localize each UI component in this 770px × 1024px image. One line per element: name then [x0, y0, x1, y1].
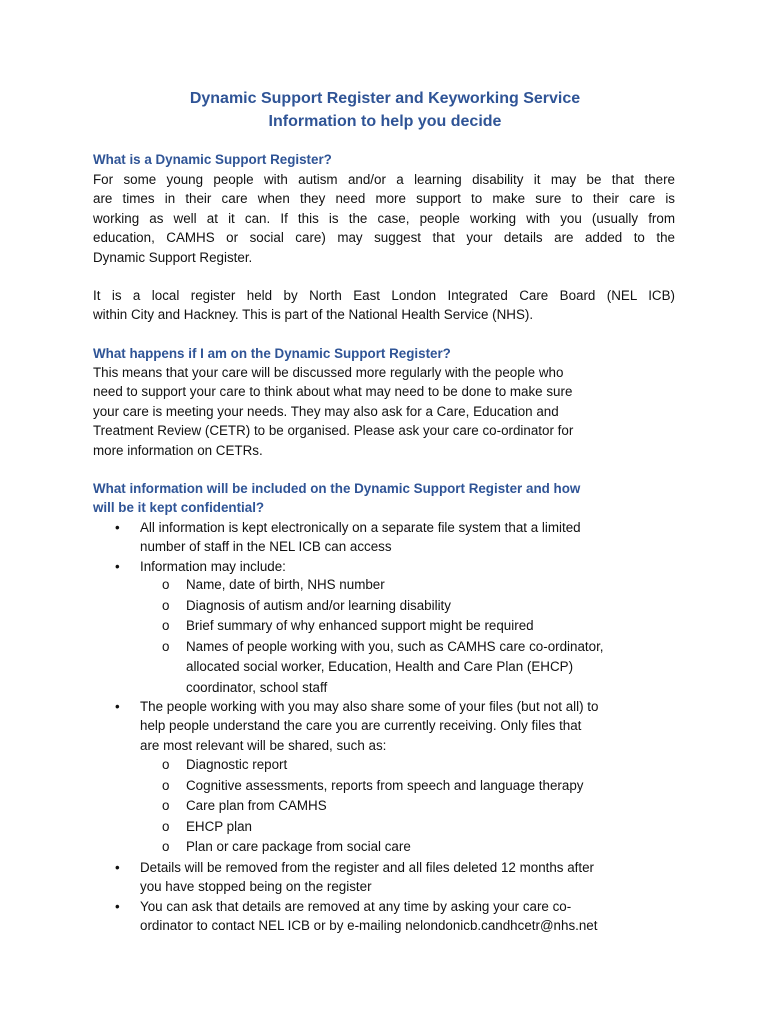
bullet-icon: •: [115, 520, 120, 535]
text-line: need to support your care to think about what may need to be done to make sure: [93, 384, 573, 400]
sub-bullet-icon: o: [162, 757, 170, 772]
sub-bullet-icon: o: [162, 618, 170, 633]
sub-bullet-icon: o: [162, 598, 170, 613]
sub-list-item: Name, date of birth, NHS number: [186, 577, 385, 592]
section-heading-what-is: What is a Dynamic Support Register?: [93, 152, 332, 167]
text-line: allocated social worker, Education, Health and Care Plan (EHCP): [186, 659, 574, 675]
sub-list-item: Cognitive assessments, reports from speech and language therapy: [186, 778, 584, 793]
sub-bullet-icon: o: [162, 577, 170, 592]
text-line: All information is kept electronically on a separate file system that a limited: [140, 520, 581, 535]
document-subtitle: Information to help you decide: [268, 113, 502, 130]
list-item: [140, 518, 680, 557]
sub-list-item: Diagnosis of autism and/or learning disability: [186, 598, 451, 613]
sub-bullet-icon: o: [162, 639, 170, 654]
sub-bullet-icon: o: [162, 798, 170, 813]
document-title: Dynamic Support Register and Keyworking Service: [189, 90, 581, 107]
sub-bullet-icon: o: [162, 819, 170, 834]
text-line: are times in their care when they need more support to make sure to their care is: [93, 191, 675, 207]
sub-list-item: [186, 637, 686, 698]
list-item: Information may include:: [140, 559, 286, 574]
paragraph-what-happens: [93, 363, 675, 460]
text-line: more information on CETRs.: [93, 442, 263, 458]
text-line: number of staff in the NEL ICB can access: [140, 539, 392, 555]
text-line: It is a local register held by North East London Integrated Care Board (NEL ICB): [93, 288, 675, 303]
section-heading-information-included: [93, 479, 683, 518]
text-line: are most relevant will be shared, such as:: [140, 737, 387, 753]
text-line: within City and Hackney. This is part of the National Health Service (NHS).: [93, 307, 534, 323]
sub-list-item: Plan or care package from social care: [186, 839, 411, 854]
sub-list-item: Diagnostic report: [186, 757, 288, 772]
bullet-icon: •: [115, 699, 120, 714]
list-item: [140, 897, 680, 936]
bullet-icon: •: [115, 899, 120, 914]
sub-bullet-icon: o: [162, 839, 170, 854]
heading-line: What information will be included on the Dynamic Support Register and how: [93, 481, 581, 496]
sub-list-item: Care plan from CAMHS: [186, 798, 327, 813]
bullet-icon: •: [115, 860, 120, 875]
text-line: Dynamic Support Register.: [93, 249, 253, 265]
text-line: You can ask that details are removed at any time by asking your care co-: [140, 899, 572, 914]
text-line: Details will be removed from the register and all files deleted 12 months after: [140, 860, 595, 875]
text-line: coordinator, school staff: [186, 679, 328, 695]
paragraph-intro: [93, 170, 675, 267]
text-line: For some young people with autism and/or a learning disability it may be that there: [93, 172, 675, 187]
text-line: Names of people working with you, such as CAMHS care co-ordinator,: [186, 639, 604, 654]
bullet-icon: •: [115, 559, 120, 574]
paragraph-local-register: [93, 286, 675, 325]
email-text-line: ordinator to contact NEL ICB or by e-mailing nelondonicb.candhcetr@nhs.net: [140, 918, 598, 934]
section-heading-what-happens: What happens if I am on the Dynamic Support Register?: [93, 346, 451, 361]
text-line: Treatment Review (CETR) to be organised. Please ask your care co-ordinator for: [93, 423, 574, 439]
list-item: [140, 858, 680, 897]
text-line: This means that your care will be discussed more regularly with the people who: [93, 365, 564, 380]
text-line: you have stopped being on the register: [140, 879, 372, 895]
text-line: working as well at it can. If this is the case, people working with you (usually from: [93, 210, 675, 226]
text-line: help people understand the care you are currently receiving. Only files that: [140, 718, 582, 734]
text-line: education, CAMHS or social care) may suggest that your details are added to the: [93, 230, 675, 246]
sub-list-item: EHCP plan: [186, 819, 252, 834]
text-line: your care is meeting your needs. They may also ask for a Care, Education and: [93, 403, 559, 419]
heading-line: will be it kept confidential?: [93, 500, 265, 516]
sub-bullet-icon: o: [162, 778, 170, 793]
list-item: [140, 697, 680, 755]
text-line: The people working with you may also share some of your files (but not all) to: [140, 699, 599, 714]
sub-list-item: Brief summary of why enhanced support might be required: [186, 618, 534, 633]
